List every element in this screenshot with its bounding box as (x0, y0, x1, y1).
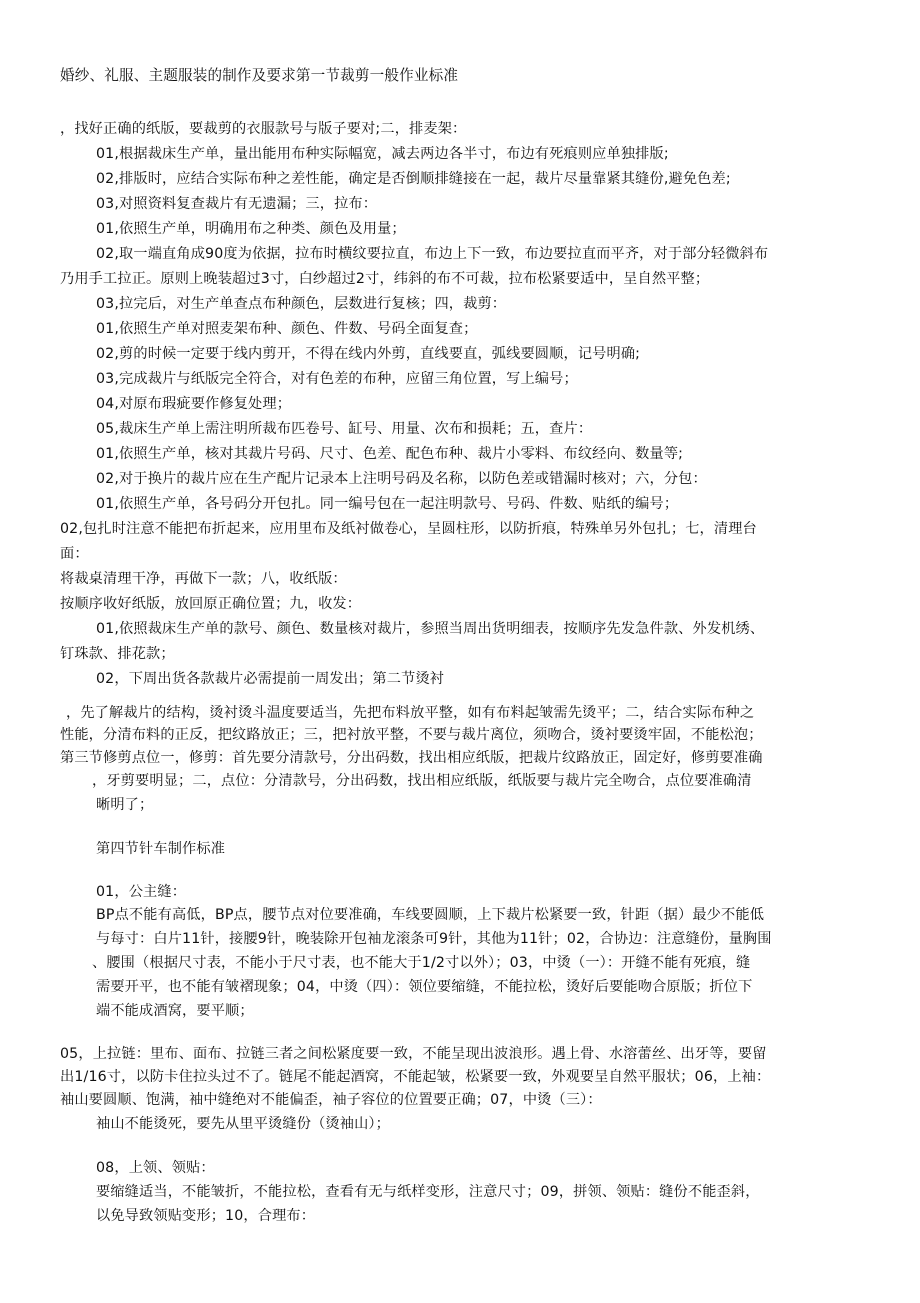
text-line: 02,取一端直角成90度为依据，拉布时横纹要拉直，布边上下一致，布边要拉直而平齐，对于部分轻微斜布 (96, 246, 769, 262)
document-title: 婚纱、礼服、主题服装的制作及要求第一节裁剪一般作业标准 (60, 67, 459, 84)
text-line: 第三节修剪点位一，修剪：首先要分清款号，分出码数，找出相应纸版，把裁片纹路放正，固定好，修剪要准确 (60, 750, 763, 766)
text-line: 03,拉完后，对生产单查点布种颜色，层数进行复核；四，裁剪： (96, 296, 507, 312)
text-line: 05，上拉链：里布、面布、拉链三者之间松紧度要一致，不能呈现出波浪形。遇上骨、水溶蕾丝、出牙等，要留 (60, 1046, 767, 1062)
text-line: 01,依照生产单，核对其裁片号码、尺寸、色差、配色布种、裁片小零料、布纹经向、数量等; (96, 446, 684, 462)
section-heading: 第四节针车制作标准 (96, 841, 226, 857)
text-line: 02,排版时，应结合实际布种之差性能，确定是否倒顺排缝接在一起，裁片尽量靠紧其缝份,避免色差; (96, 171, 731, 187)
text-line: 晰明了； (96, 797, 154, 813)
text-line: 05,裁床生产单上需注明所裁布匹卷号、缸号、用量、次布和损耗；五，查片： (96, 421, 593, 437)
text-line: 要缩缝适当，不能皱折，不能拉松，查看有无与纸样变形，注意尺寸；09，拼领、领贴：缝份不能歪斜， (96, 1184, 760, 1200)
text-line: 01,根据裁床生产单，量出能用布种实际幅宽，减去两边各半寸，布边有死痕则应单独排版; (96, 146, 669, 162)
text-line: ，牙剪要明显；二，点位：分清款号，分出码数，找出相应纸版，纸版要与裁片完全吻合，点位要准确清 (92, 773, 752, 789)
text-line: ，先了解裁片的结构，烫衬烫斗温度要适当，先把布料放平整，如有布料起皱需先烫平；二，结合实际布种之 (66, 705, 755, 721)
text-line: 01,依照生产单，各号码分开包扎。同一编号包在一起注明款号、号码、件数、贴纸的编号； (96, 496, 679, 512)
text-line: 与每寸：白片11针，接腰9针，晚装除开包袖龙滚条可9针，其他为11针；02，合协边：注意缝份，量胸围 (96, 931, 772, 947)
text-line: 出1/16寸，以防卡住拉头过不了。链尾不能起酒窝，不能起皱，松紧要一致，外观要呈自然平服状；06，上袖： (60, 1069, 771, 1085)
text-line: 性能，分清布料的正反，把纹路放正；三，把衬放平整，不要与裁片离位，须吻合，烫衬要烫牢固，不能松泡； (60, 727, 763, 743)
text-line: 01,依照生产单对照麦架布种、颜色、件数、号码全面复查； (96, 321, 478, 337)
text-line: 02，下周出货各款裁片必需提前一周发出；第二节烫衬 (96, 671, 445, 687)
text-line: 袖山不能烫死，要先从里平烫缝份（烫袖山）； (96, 1116, 390, 1132)
text-line: 01，公主缝： (96, 884, 187, 900)
text-line: ，找好正确的纸版，要裁剪的衣服款号与版子要对;二，排麦架： (60, 121, 467, 137)
text-line: 01,依照裁床生产单的款号、颜色、数量核对裁片，参照当周出货明细表，按顺序先发急件款、外发机绣、 (96, 621, 765, 637)
text-line: 需要开平，也不能有皱褶现象；04，中烫（四）：领位要缩缝，不能拉松，烫好后要能吻合原版；折位下 (96, 979, 753, 995)
text-line: 以免导致领贴变形；10，合理布： (96, 1208, 316, 1224)
text-line: BP点不能有高低，BP点，腰节点对位要准确，车线要圆顺，上下裁片松紧要一致，针距（据）最少不能低 (96, 907, 765, 923)
text-line: 端不能成酒窝，要平顺； (96, 1003, 254, 1019)
text-line: 按顺序收好纸版，放回原正确位置；九，收发： (60, 596, 362, 612)
text-line: 02,对于换片的裁片应在生产配片记录本上注明号码及名称，以防色差或错漏时核对；六，分包： (96, 471, 707, 487)
text-line: 03,完成裁片与纸版完全符合，对有色差的布种，应留三角位置，写上编号； (96, 371, 578, 387)
text-line: 02,剪的时候一定要于线内剪开，不得在线内外剪，直线要直，弧线要圆顺，记号明确; (96, 346, 641, 362)
text-line: 袖山要圆顺、饱满，袖中缝绝对不能偏歪，袖子容位的位置要正确；07，中烫（三）： (60, 1092, 602, 1108)
text-line: 04,对原布瑕疵要作修复处理； (96, 396, 292, 412)
text-line: 钉珠款、排花款； (60, 646, 175, 662)
text-line: 将裁桌清理干净，再做下一款；八，收纸版： (60, 571, 347, 587)
text-line: 03,对照资料复查裁片有无遗漏；三，拉布： (96, 196, 378, 212)
text-line: 面： (60, 546, 89, 562)
text-line: 、腰围（根据尺寸表，不能小于尺寸表，也不能大于1/2寸以外）；03，中烫（一）：开缝不能有死痕，缝 (92, 955, 751, 971)
text-line: 02,包扎时注意不能把布折起来，应用里布及纸衬做卷心，呈圆柱形，以防折痕，特殊单另外包扎；七，清理台 (60, 521, 757, 537)
text-line: 08，上领、领贴： (96, 1160, 215, 1176)
text-line: 乃用手工拉正。原则上晚装超过3寸，白纱超过2寸，纬斜的布不可裁，拉布松紧要适中，呈自然平整； (60, 271, 710, 287)
text-line: 01,依照生产单，明确用布之种类、颜色及用量； (96, 221, 406, 237)
